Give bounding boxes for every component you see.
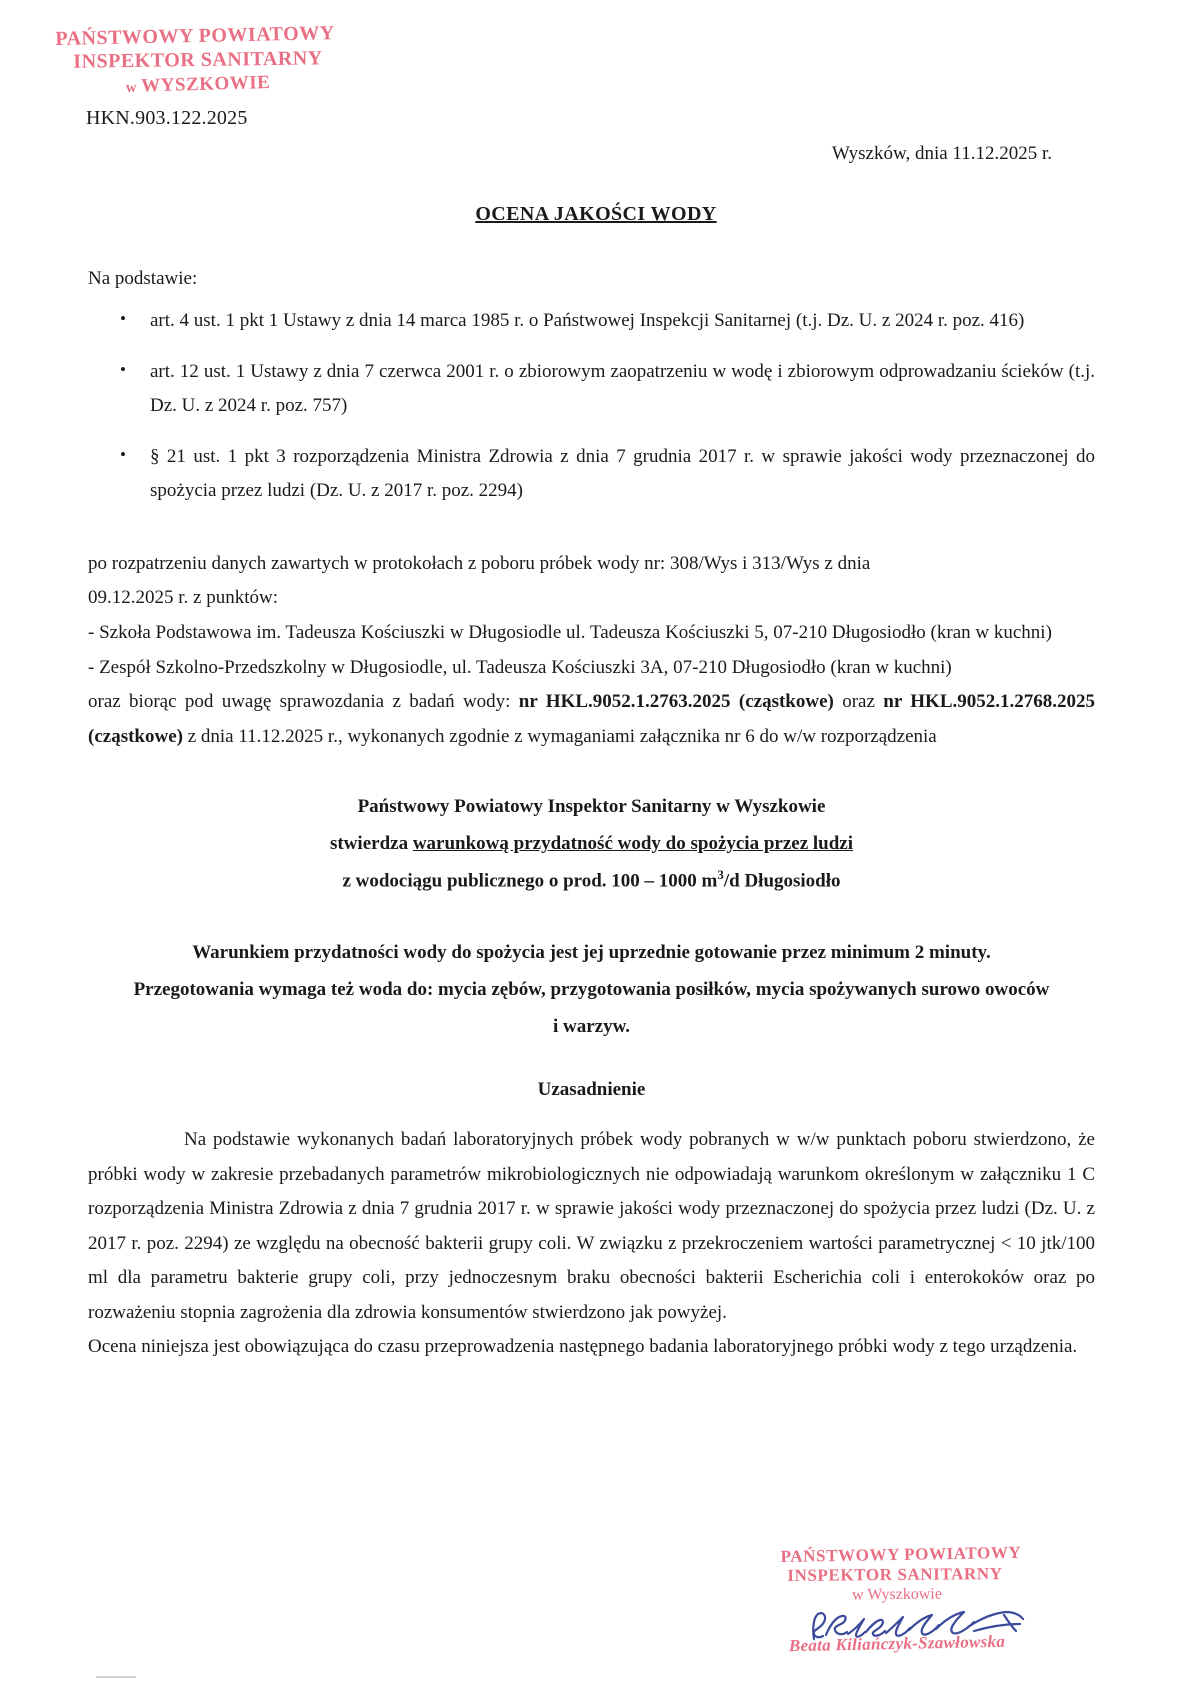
legal-basis-text: art. 4 ust. 1 pkt 1 Ustawy z dnia 14 marca 1985 r. o Państwowej Inspekcji Sanitarnej (t.j. Dz. U. z 2024 r. poz. 416)	[150, 310, 1025, 331]
lab-reports-suffix: z dnia 11.12.2025 r., wykonanych zgodnie z wymaganiami załącznika nr 6 do w/w rozporządzenia	[182, 725, 937, 747]
condition-line-3: i warzyw.	[552, 1015, 631, 1037]
bullet-icon: •	[120, 309, 126, 328]
sample-protocols-line-2: 09.12.2025 r. z punktów:	[88, 587, 278, 609]
legal-basis-list	[88, 304, 1095, 509]
lab-report-number-1: nr HKL.9052.1.2763.2025 (cząstkowe)	[518, 691, 834, 713]
boiling-condition-block	[88, 934, 1095, 1045]
list-item	[88, 304, 1095, 339]
signatory-name: Beata Kiliańczyk-Szawłowska	[788, 1631, 1006, 1656]
sampling-point-2: - Zespół Szkolno-Przedszkolny w Długosiodle, ul. Tadeusza Kościuszki 3A, 07-210 Długosiodło (kran w kuchni)	[88, 656, 952, 678]
basis-lead: Na podstawie:	[88, 268, 198, 289]
condition-line-2: Przegotowania wymaga też woda do: mycia zębów, przygotowania posiłków, mycia spożywanych surowo owoców	[133, 978, 1050, 1000]
reference-number: HKN.903.122.2025	[86, 107, 248, 129]
verdict-statement-prefix: stwierdza	[329, 833, 413, 855]
stamp-line-2: INSPEKTOR SANITARNY	[73, 47, 323, 74]
verdict-block	[88, 788, 1095, 899]
legal-basis-text: § 21 ust. 1 pkt 3 rozporządzenia Ministra Zdrowia z dnia 7 grudnia 2017 r. w sprawie jakości wody przeznaczonej do spożycia przez ludzi (Dz. U. z 2017 r. poz. 2294)	[150, 445, 1095, 502]
justification-paragraph-1: Na podstawie wykonanych badań laboratoryjnych próbek wody pobranych w w/w punktach poboru stwierdzono, że próbki wody w zakresie przebadanych parametrów mikrobiologicznych nie odpowiadają warunkom określonym w załączniku 1 C rozporządzenia Ministra Zdrowia z dnia 7 grudnia 2017 r. w sprawie jakości wody przeznaczonej do spożycia przez ludzi (Dz. U. z 2017 r. poz. 2294) ze względu na obecność bakterii grupy coli. W związku z przekroczeniem wartości parametrycznej < 10 jtk/100 ml dla parametru bakterie grupy coli, przy jednoczesnym braku obecności bakterii Escherichia coli i enterokoków oraz po rozważeniu stopnia zagrożenia dla zdrowia konsumentów stwierdzono jak powyżej.	[88, 1128, 1095, 1323]
justification-paragraph-2: Ocena niniejsza jest obowiązująca do czasu przeprowadzenia następnego badania laboratoryjnego próbki wody z tego urządzenia.	[88, 1336, 1078, 1358]
stamp-line-3-prefix: w	[125, 79, 142, 96]
list-item	[88, 440, 1095, 509]
sample-protocols-line-1: po rozpatrzeniu danych zawartych w protokołach z poboru próbek wody nr: 308/Wys i 313/Wys z dnia	[88, 552, 871, 574]
stamp-line-1: PAŃSTWOWY POWIATOWY	[55, 22, 335, 50]
bullet-icon: •	[120, 359, 126, 379]
signature-stamp-line-3: w Wyszkowie	[851, 1585, 943, 1604]
condition-line-1: Warunkiem przydatności wody do spożycia jest jej uprzednie gotowanie przez minimum 2 minuty.	[192, 941, 991, 963]
water-supply-prefix: z wodociągu publicznego o prod. 100 – 1000 m	[342, 870, 718, 892]
signature-stamp-line-2: INSPEKTOR SANITARNY	[787, 1564, 1003, 1585]
lab-report-number-2: nr HKL.9052.1.2768.2025 (cząstkowe)	[88, 691, 1095, 747]
legal-basis-text: art. 12 ust. 1 Ustawy z dnia 7 czerwca 2001 r. o zbiorowym zaopatrzeniu w wodę i zbiorowym odprowadzaniu ścieków (t.j. Dz. U. z 2024 r. poz. 757)	[150, 360, 1095, 417]
lab-reports-paragraph	[88, 685, 1095, 754]
bullet-icon: •	[120, 444, 126, 464]
issuing-authority: Państwowy Powiatowy Inspektor Sanitarny w Wyszkowie	[357, 796, 826, 818]
document-body	[88, 268, 1095, 1365]
signature-stamp-line-1: PAŃSTWOWY POWIATOWY	[780, 1542, 1022, 1567]
page-fold-mark	[96, 1676, 136, 1678]
place-and-date: Wyszków, dnia 11.12.2025 r.	[831, 143, 1052, 164]
sampling-point-1: - Szkoła Podstawowa im. Tadeusza Kościuszki w Długosiodle ul. Tadeusza Kościuszki 5, 07-210 Długosiodło (kran w kuchni)	[88, 622, 1052, 644]
verdict-statement-highlight: warunkową przydatność wody do spożycia przez ludzi	[412, 833, 854, 855]
stamp-line-3-city: WYSZKOWIE	[140, 71, 271, 97]
page-title: OCENA JAKOŚCI WODY	[475, 203, 717, 225]
water-supply-line	[88, 862, 1095, 899]
water-supply-suffix: /d Długosiodło	[723, 870, 841, 892]
lab-reports-prefix: oraz biorąc pod uwagę sprawozdania z badań wody:	[88, 691, 519, 713]
list-item	[88, 355, 1095, 424]
office-stamp-signature	[762, 1542, 1032, 1656]
justification-heading: Uzasadnienie	[537, 1078, 646, 1100]
office-stamp-header	[48, 24, 348, 96]
lab-reports-conjunction: oraz	[833, 691, 884, 713]
verdict-statement	[88, 825, 1095, 862]
cubic-meter-exponent: 3	[717, 867, 724, 883]
